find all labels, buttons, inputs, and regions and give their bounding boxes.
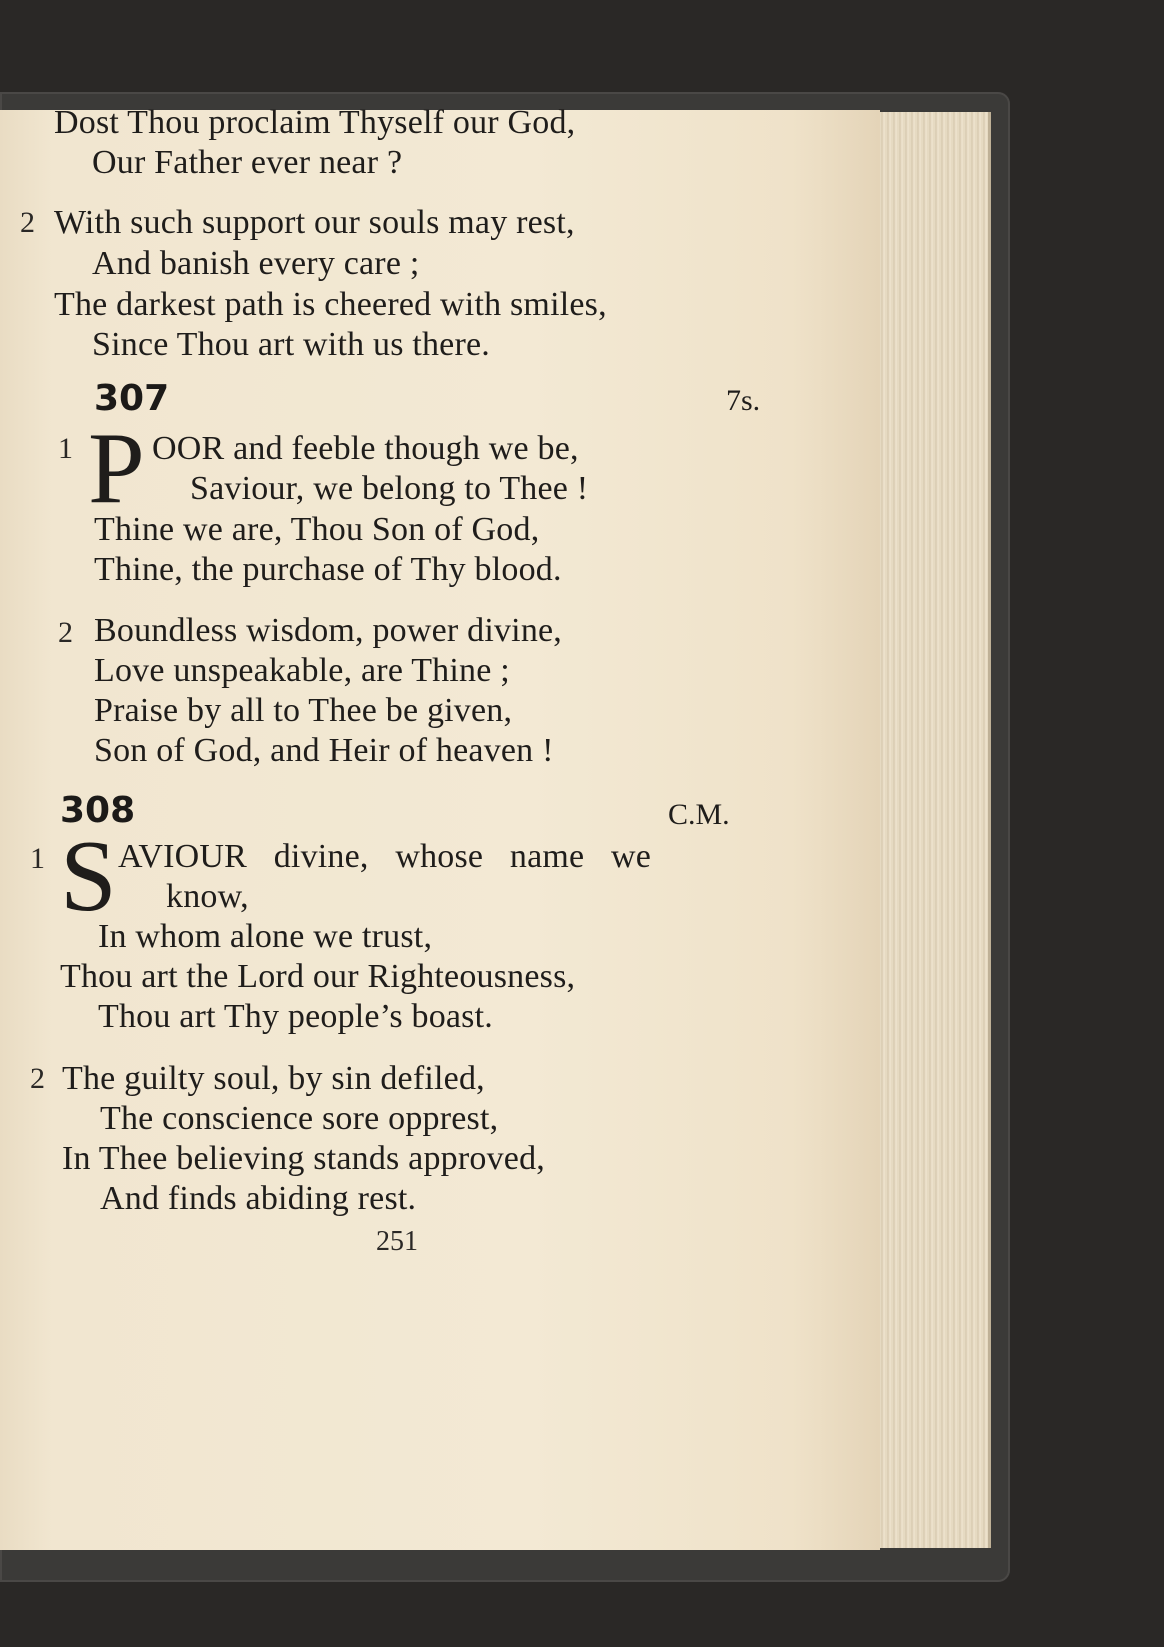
text-line: Thine we are, Thou Son of God, [94, 511, 540, 548]
text-line: Thou art the Lord our Righteousness, [60, 958, 576, 995]
text-line: Son of God, and Heir of heaven ! [94, 732, 554, 769]
text-line: Saviour, we belong to Thee ! [190, 470, 589, 507]
text-line: With such support our souls may rest, [54, 204, 575, 241]
hymn-number: 307 [94, 378, 170, 419]
hymnal-page [0, 104, 880, 1550]
text-line: know, [166, 878, 249, 915]
hymn-number: 308 [60, 790, 136, 831]
text-line: OOR and feeble though we be, [152, 430, 579, 467]
text-line: In whom alone we trust, [98, 918, 433, 955]
drop-capital: S [60, 820, 117, 933]
verse-number: 2 [30, 1062, 45, 1095]
text-line: Our Father ever near ? [92, 144, 403, 181]
text-line: Praise by all to Thee be given, [94, 692, 513, 729]
text-line: Thine, the purchase of Thy blood. [94, 551, 562, 588]
text-line: And finds abiding rest. [100, 1180, 417, 1217]
verse-number: 2 [20, 206, 35, 239]
text-line: AVIOUR divine, whose name we [118, 838, 652, 875]
hymn-meter: 7s. [726, 384, 761, 417]
text-line: The guilty soul, by sin defiled, [62, 1060, 485, 1097]
text-line: Thou art Thy people’s boast. [98, 998, 493, 1035]
text-line: The conscience sore opprest, [100, 1100, 499, 1137]
text-line: Boundless wisdom, power divine, [94, 612, 563, 649]
text-line: The darkest path is cheered with smiles, [54, 286, 607, 323]
drop-capital: P [88, 412, 145, 525]
text-line: Dost Thou proclaim Thyself our God, [54, 104, 576, 141]
text-line: Love unspeakable, are Thine ; [94, 652, 510, 689]
hymn-meter: C.M. [668, 798, 730, 831]
page-number: 251 [376, 1226, 418, 1257]
verse-number: 1 [30, 842, 45, 875]
verse-number: 1 [58, 432, 73, 465]
text-line: Since Thou art with us there. [92, 326, 490, 363]
verse-number: 2 [58, 616, 73, 649]
text-line: And banish every care ; [92, 245, 420, 282]
text-line: In Thee believing stands approved, [62, 1140, 545, 1177]
page-edges [880, 112, 991, 1548]
